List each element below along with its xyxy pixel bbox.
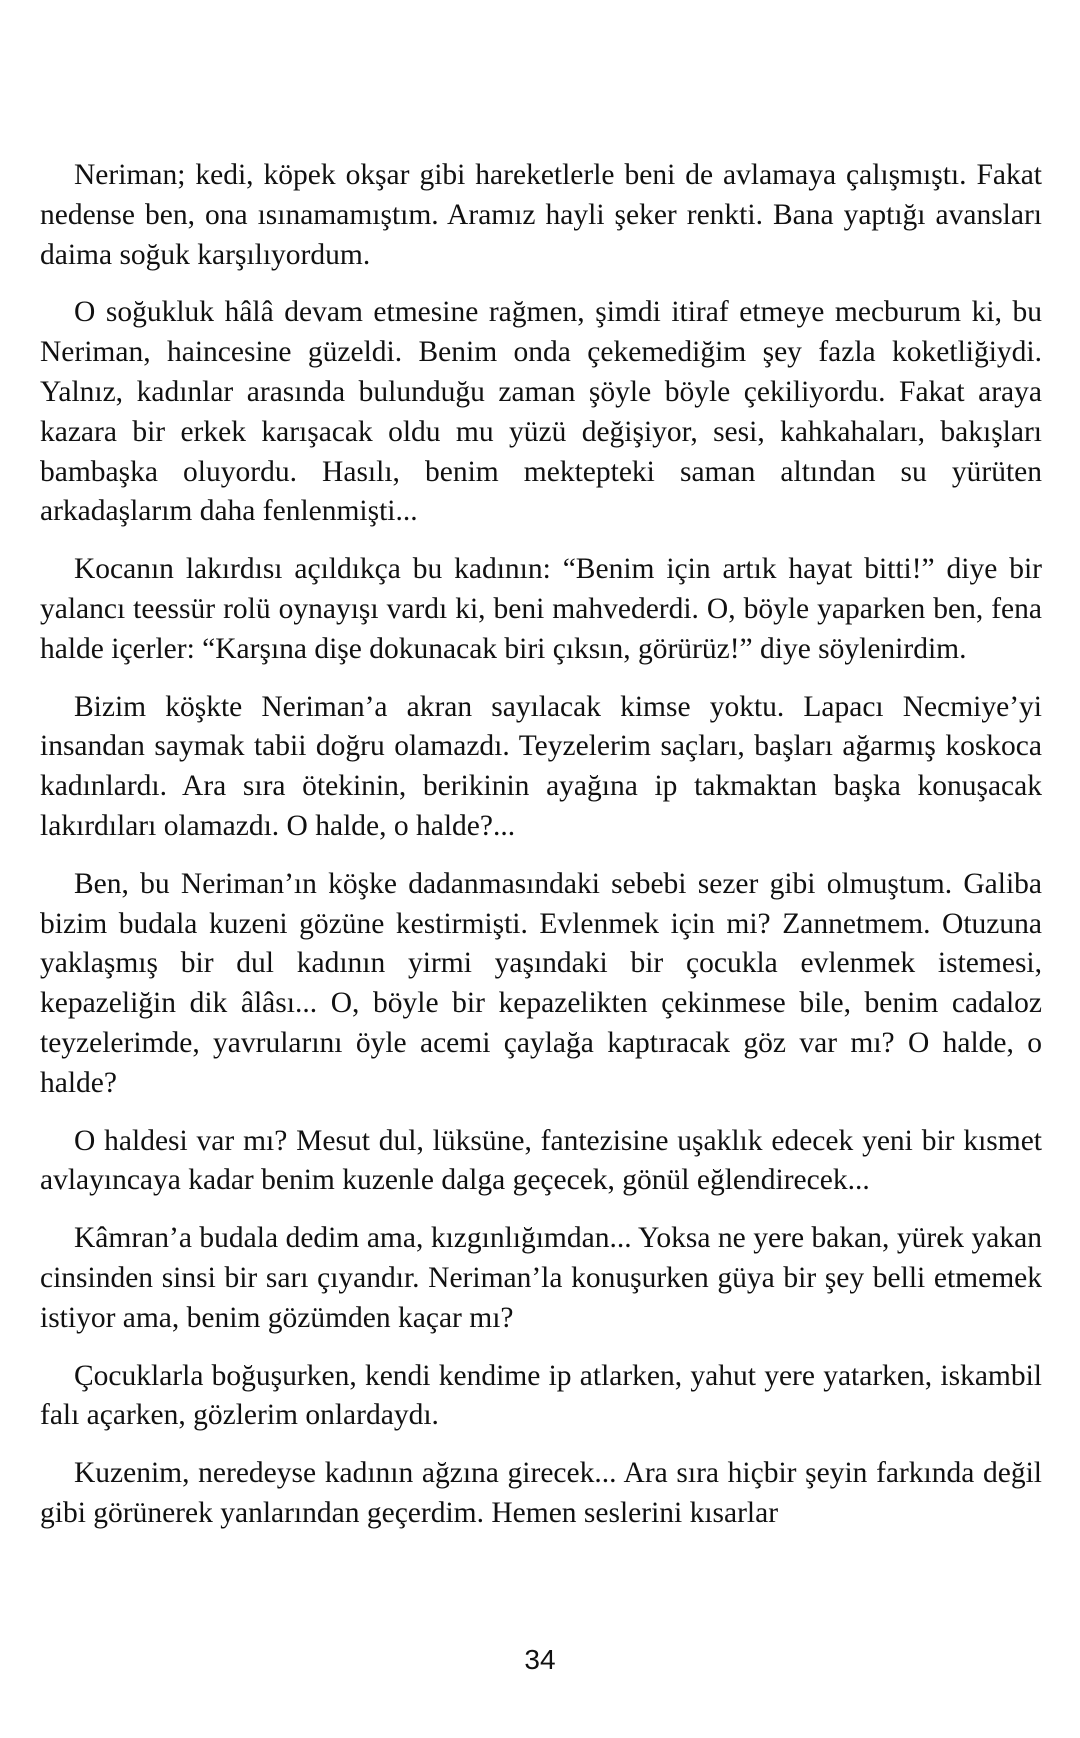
- paragraph-2: O soğukluk hâlâ devam etmesine rağmen, şimdi itiraf etmeye mecburum ki, bu Neriman, haincesine güzeldi. Benim onda çekemediğim şey fazla koketliğiydi. Yalnız, kadınlar arasında bulunduğu zaman şöyle böyle çekiliyordu. Fakat araya kazara bir erkek karışacak oldu mu yüzü değişiyor, sesi, kahkahaları, bakışları bambaşka oluyordu. Hasılı, benim mektepteki saman altından su yürüten arkadaşlarım daha fenlenmişti...: [40, 296, 1042, 528]
- paragraph-1: Neriman; kedi, köpek okşar gibi hareketlerle beni de avlamaya çalışmıştı. Fakat nedense ben, ona ısınamamıştım. Aramız hayli şeker renkti. Bana yaptığı avansları daima soğuk karşılıyordum.: [40, 159, 1042, 271]
- paragraph-6: O haldesi var mı? Mesut dul, lüksüne, fantezisine uşaklık edecek yeni bir kısmet avlayıncaya kadar benim kuzenle dalga geçecek, gönül eğlendirecek...: [40, 1124, 1042, 1197]
- page-number: 34: [524, 1644, 556, 1675]
- paragraph-7: Kâmran’a budala dedim ama, kızgınlığımdan... Yoksa ne yere bakan, yürek yakan cinsinden sinsi bir sarı çıyandır. Neriman’la konuşurken güya bir şey belli etmemek istiyor ama, benim gözümden kaçar mı?: [40, 1222, 1042, 1334]
- page-body-text: [40, 156, 1042, 1552]
- paragraph-9: Kuzenim, neredeyse kadının ağzına girecek... Ara sıra hiçbir şeyin farkında değil gibi görünerek yanlarından geçerdim. Hemen seslerini kısarlar: [40, 1457, 1042, 1529]
- paragraph-8: Çocuklarla boğuşurken, kendi kendime ip atlarken, yahut yere yatarken, iskambil falı açarken, gözlerim onlardaydı.: [40, 1359, 1042, 1432]
- paragraph-5: Ben, bu Neriman’ın köşke dadanmasındaki sebebi sezer gibi olmuştum. Galiba bizim budala kuzeni gözüne kestirmişti. Evlenmek için mi? Zannetmem. Otuzuna yaklaşmış bir dul kadının yirmi yaşındaki bir çocukla evlenmek istemesi, kepazeliğin dik âlâsı... O, böyle bir kepazelikten çekinmese bile, benim cadaloz teyzelerimde, yavrularını öyle acemi çaylağa kaptıracak göz var mı? O halde, o halde?: [40, 867, 1042, 1099]
- paragraph-4: Bizim köşkte Neriman’a akran sayılacak kimse yoktu. Lapacı Necmiye’yi insandan saymak tabii doğru olamazdı. Teyzelerim saçları, başları ağarmış koskoca kadınlardı. Ara sıra ötekinin, berikinin ayağına ip takmaktan başka konuşacak lakırdıları olamazdı. O halde, o halde?...: [40, 690, 1042, 842]
- paragraph-3: Kocanın lakırdısı açıldıkça bu kadının: “Benim için artık hayat bitti!” diye bir yalancı teessür rolü oynayışı vardı ki, beni mahvederdi. O, böyle yaparken ben, fena halde içerler: “Karşına dişe dokunacak biri çıksın, görürüz!” diye söylenirdim.: [40, 553, 1042, 665]
